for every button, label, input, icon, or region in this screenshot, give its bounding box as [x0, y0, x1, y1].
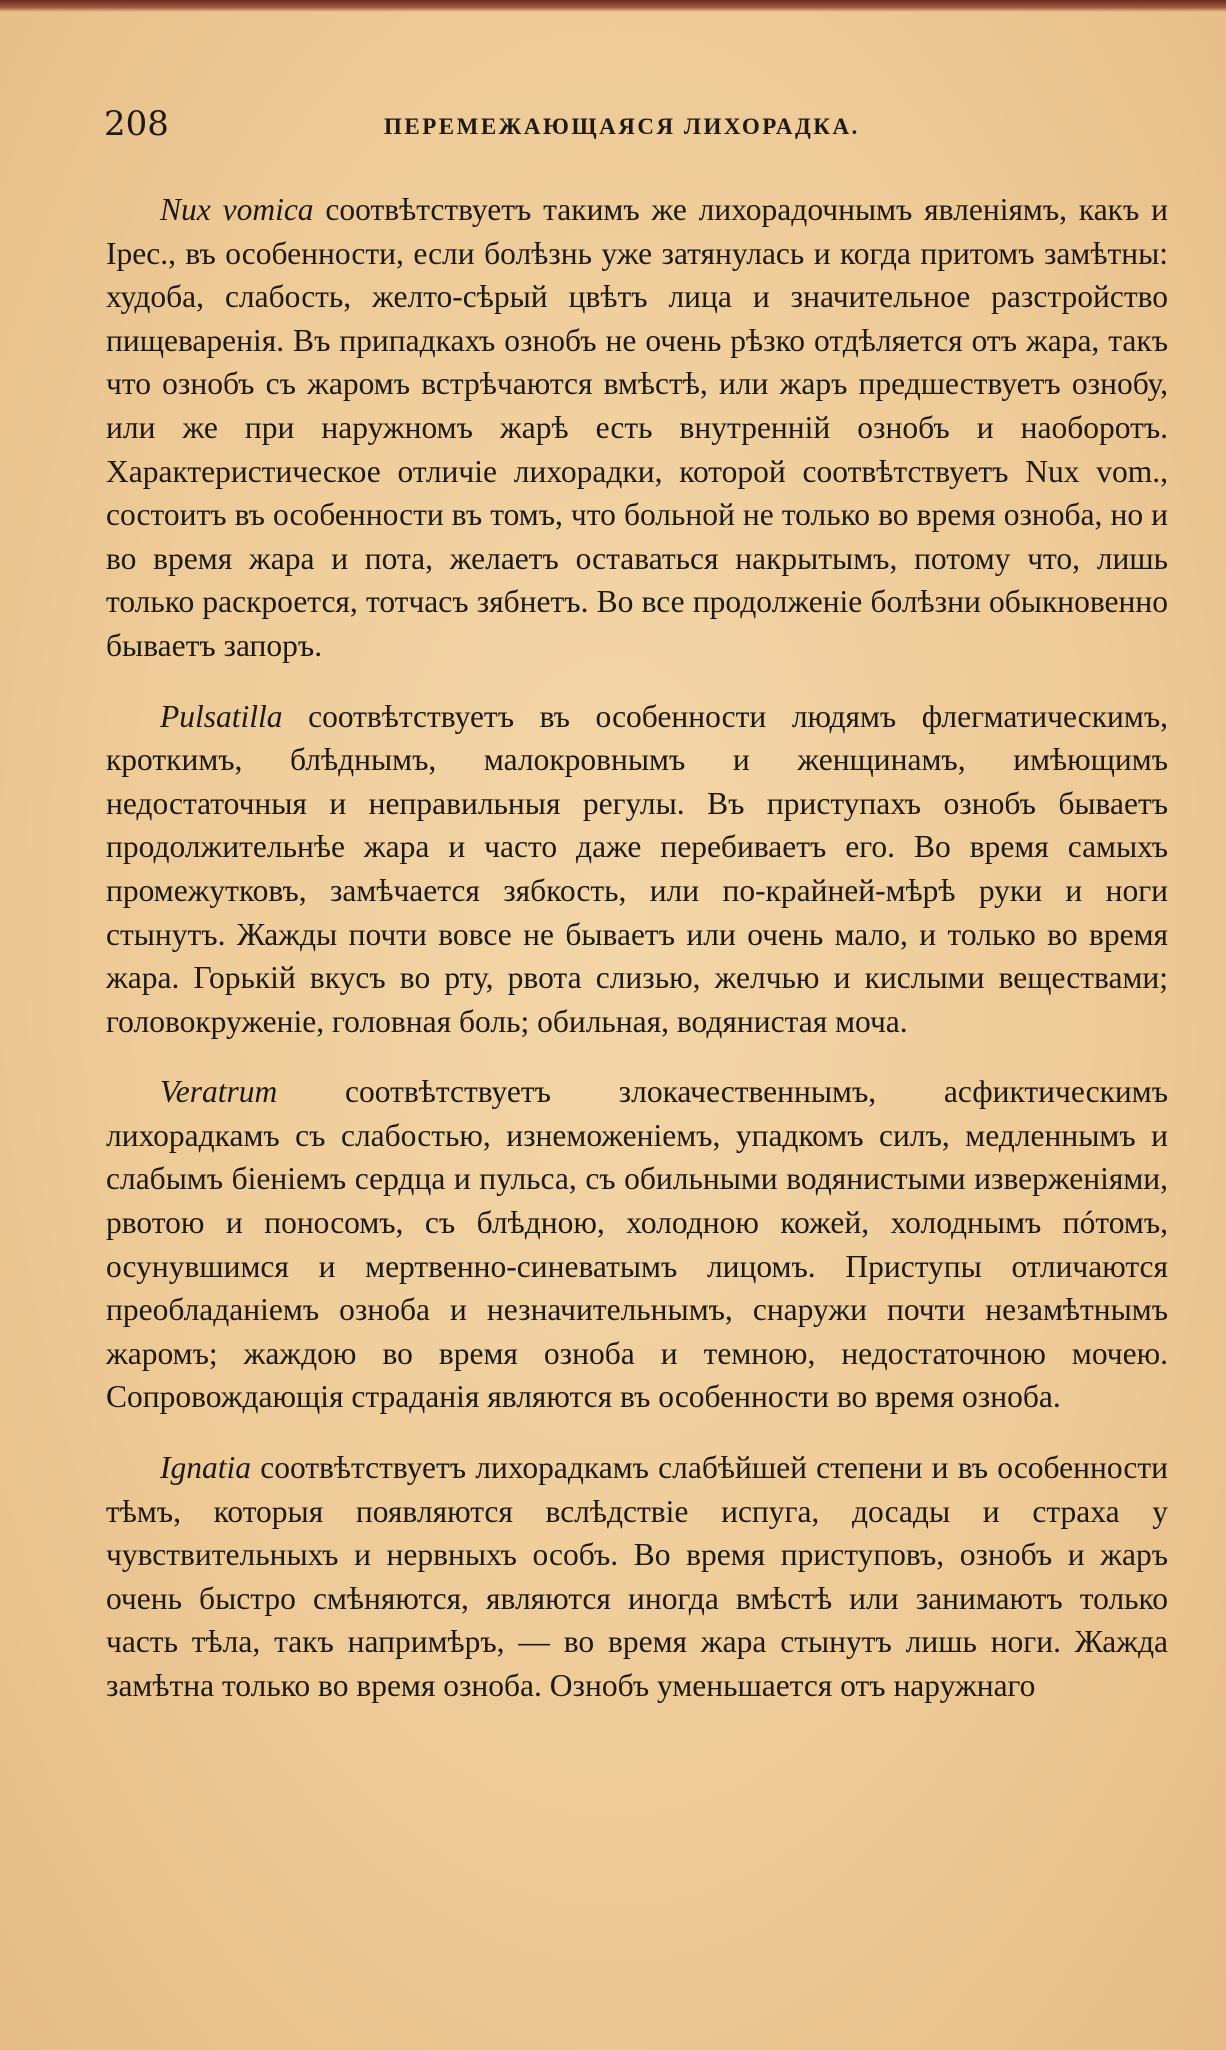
paragraph-nux-vomica	[106, 188, 1168, 668]
paragraph-text: соотвѣтствуетъ въ особенности людямъ флегматическимъ, кроткимъ, блѣднымъ, малокровнымъ и женщинамъ, имѣющимъ недостаточныя и неправильныя регулы. Въ приступахъ ознобъ бываетъ продолжительнѣе жара и часто даже перебиваетъ его. Во время самыхъ промежутковъ, замѣчается зябкость, или по-крайней-мѣрѣ руки и ноги стынутъ. Жажды почти вовсе не бываетъ или очень мало, и только во время жара. Горькiй вкусъ во рту, рвота слизью, желчью и кислыми веществами; головокруженiе, головная боль; обильная, водянистая моча.	[106, 698, 1168, 1039]
remedy-name: Ignatia	[160, 1450, 251, 1486]
page-header	[104, 104, 1170, 152]
paragraph-pulsatilla	[106, 695, 1168, 1044]
paragraph-text: соотвѣтствуетъ лихорадкамъ слабѣйшей степени и въ особенности тѣмъ, которыя появляются вслѣдствiе испуга, досады и страха у чувствительныхъ и нервныхъ особъ. Во время приступовъ, ознобъ и жаръ очень быстро смѣняются, являются иногда вмѣстѣ или занимаютъ только часть тѣла, такъ напримѣръ, — во время жара стынутъ лишь ноги. Жажда замѣтна только во время озноба. Ознобъ уменьшается отъ наружнаго	[106, 1450, 1168, 1703]
paragraph-veratrum	[106, 1070, 1168, 1419]
paragraph-text: соотвѣтствуетъ такимъ же лихорадочнымъ явленiямъ, какъ и Ipec., въ особенности, если болѣзнь уже затянулась и когда притомъ замѣтны: худоба, слабость, желто-сѣрый цвѣтъ лица и значительное разстройство пищеваренiя. Въ припадкахъ ознобъ не очень рѣзко отдѣляется отъ жара, такъ что ознобъ съ жаромъ встрѣчаются вмѣстѣ, или жаръ предшествуетъ ознобу, или же при наружномъ жарѣ есть внутреннiй ознобъ и наоборотъ. Характеристическое отличiе лихорадки, которой соотвѣтствуетъ Nux vom., состоитъ въ особенности въ томъ, что больной не только во время озноба, но и во время жара и пота, желаетъ оставаться накрытымъ, потому что, лишь только раскроется, тотчасъ зябнетъ. Во все продолженiе болѣзни обыкновенно бываетъ запоръ.	[106, 192, 1168, 663]
remedy-name: Nux vomica	[160, 192, 314, 227]
paragraph-text: соотвѣтствуетъ злокачественнымъ, асфиктическимъ лихорадкамъ съ слабостью, изнеможенiемъ, упадкомъ силъ, медленнымъ и слабымъ бiенiемъ сердца и пульса, съ обильными водянистыми изверженiями, рвотою и поносомъ, съ блѣдною, холодною кожей, холоднымъ пóтомъ, осунувшимся и мертвенно-синеватымъ лицомъ. Приступы отличаются преобладанiемъ озноба и незначительнымъ, снаружи почти незамѣтнымъ жаромъ; жаждою во время озноба и темною, недостаточною мочею. Сопровождающiя страданiя являются въ особенности во время озноба.	[106, 1074, 1168, 1415]
remedy-name: Veratrum	[160, 1074, 278, 1110]
page-number: 208	[104, 104, 169, 144]
page-top-edge	[0, 0, 1226, 12]
paragraph-ignatia	[106, 1446, 1168, 1708]
body-text	[106, 188, 1168, 1735]
running-title: ПЕРЕМЕЖАЮЩАЯСЯ ЛИХОРАДКА.	[384, 114, 860, 139]
remedy-name: Pulsatilla	[160, 698, 283, 734]
